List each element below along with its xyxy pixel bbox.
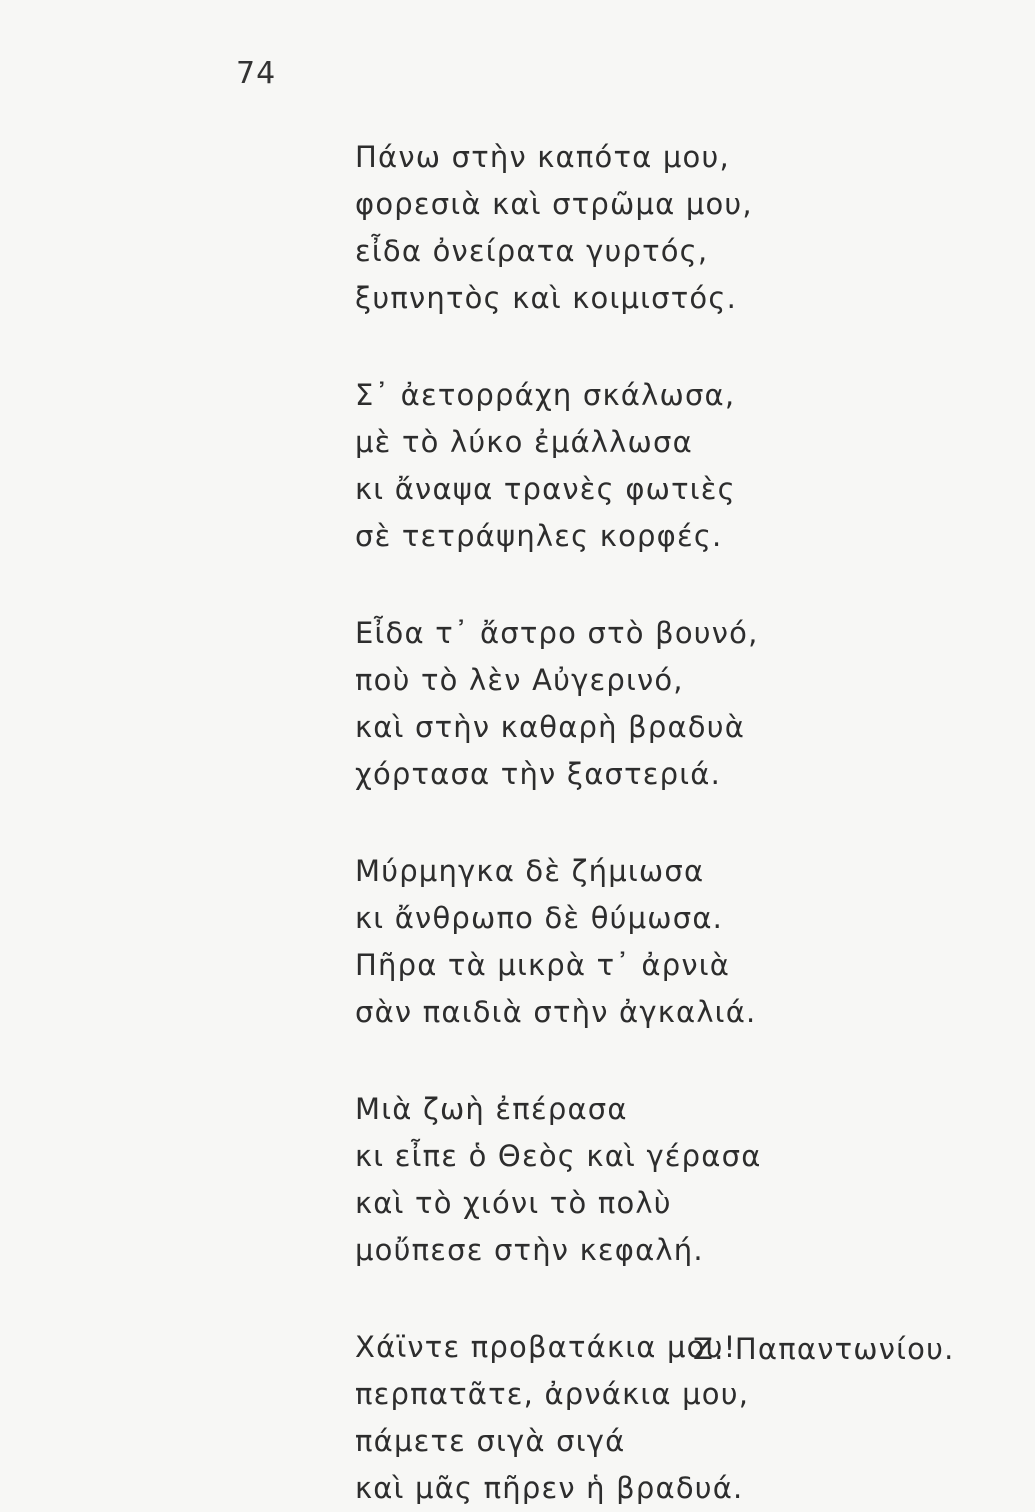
stanza-1 [355,134,955,322]
poem-line: κι ἄνθρωπο δὲ θύμωσα. [355,901,724,935]
poem-line: Πῆρα τὰ μικρὰ τ᾽ ἀρνιὰ [355,948,731,982]
poem [355,134,955,1512]
page-number: 74 [236,56,277,91]
poem-line: Πάνω στὴν καπότα μου, [355,140,730,174]
poem-line: Σ᾽ ἀετορράχη σκάλωσα, [355,378,736,412]
author-signature: Ζ. Παπαντωνίου. [693,1332,955,1366]
poem-line: καὶ τὸ χιόνι τὸ πολὺ [355,1186,672,1220]
poem-line: πάμετε σιγὰ σιγά [355,1424,626,1458]
poem-line: καὶ στὴν καθαρὴ βραδυὰ [355,710,746,744]
poem-line: Χάϊντε προβατάκια μου! [355,1330,737,1364]
poem-line: φορεσιὰ καὶ στρῶμα μου, [355,187,753,221]
poem-line: κι ἄναψα τρανὲς φωτιὲς [355,472,736,506]
poem-line: καὶ μᾶς πῆρεν ἡ βραδυά. [355,1471,744,1505]
poem-line: Εἶδα τ᾽ ἄστρο στὸ βουνό, [355,616,759,650]
stanza-5 [355,1086,955,1274]
poem-line: περπατᾶτε, ἀρνάκια μου, [355,1377,750,1411]
poem-line: χόρτασα τὴν ξαστεριά. [355,757,722,791]
stanza-3 [355,610,955,798]
stanza-4 [355,848,955,1036]
poem-line: ξυπνητὸς καὶ κοιμιστός. [355,281,738,315]
stanza-2 [355,372,955,560]
poem-line: Μιὰ ζωὴ ἐπέρασα [355,1092,628,1126]
poem-line: Μύρμηγκα δὲ ζήμιωσα [355,854,705,888]
poem-line: μὲ τὸ λύκο ἐμάλλωσα [355,425,693,459]
poem-line: μοὔπεσε στὴν κεφαλή. [355,1233,704,1267]
poem-line: εἶδα ὀνείρατα γυρτός, [355,234,709,268]
poem-line: σὰν παιδιὰ στὴν ἀγκαλιά. [355,995,757,1029]
poem-line: σὲ τετράψηλες κορφές. [355,519,723,553]
poem-line: κι εἶπε ὁ Θεὸς καὶ γέρασα [355,1139,762,1173]
poem-line: ποὺ τὸ λὲν Αὐγερινό, [355,663,684,697]
